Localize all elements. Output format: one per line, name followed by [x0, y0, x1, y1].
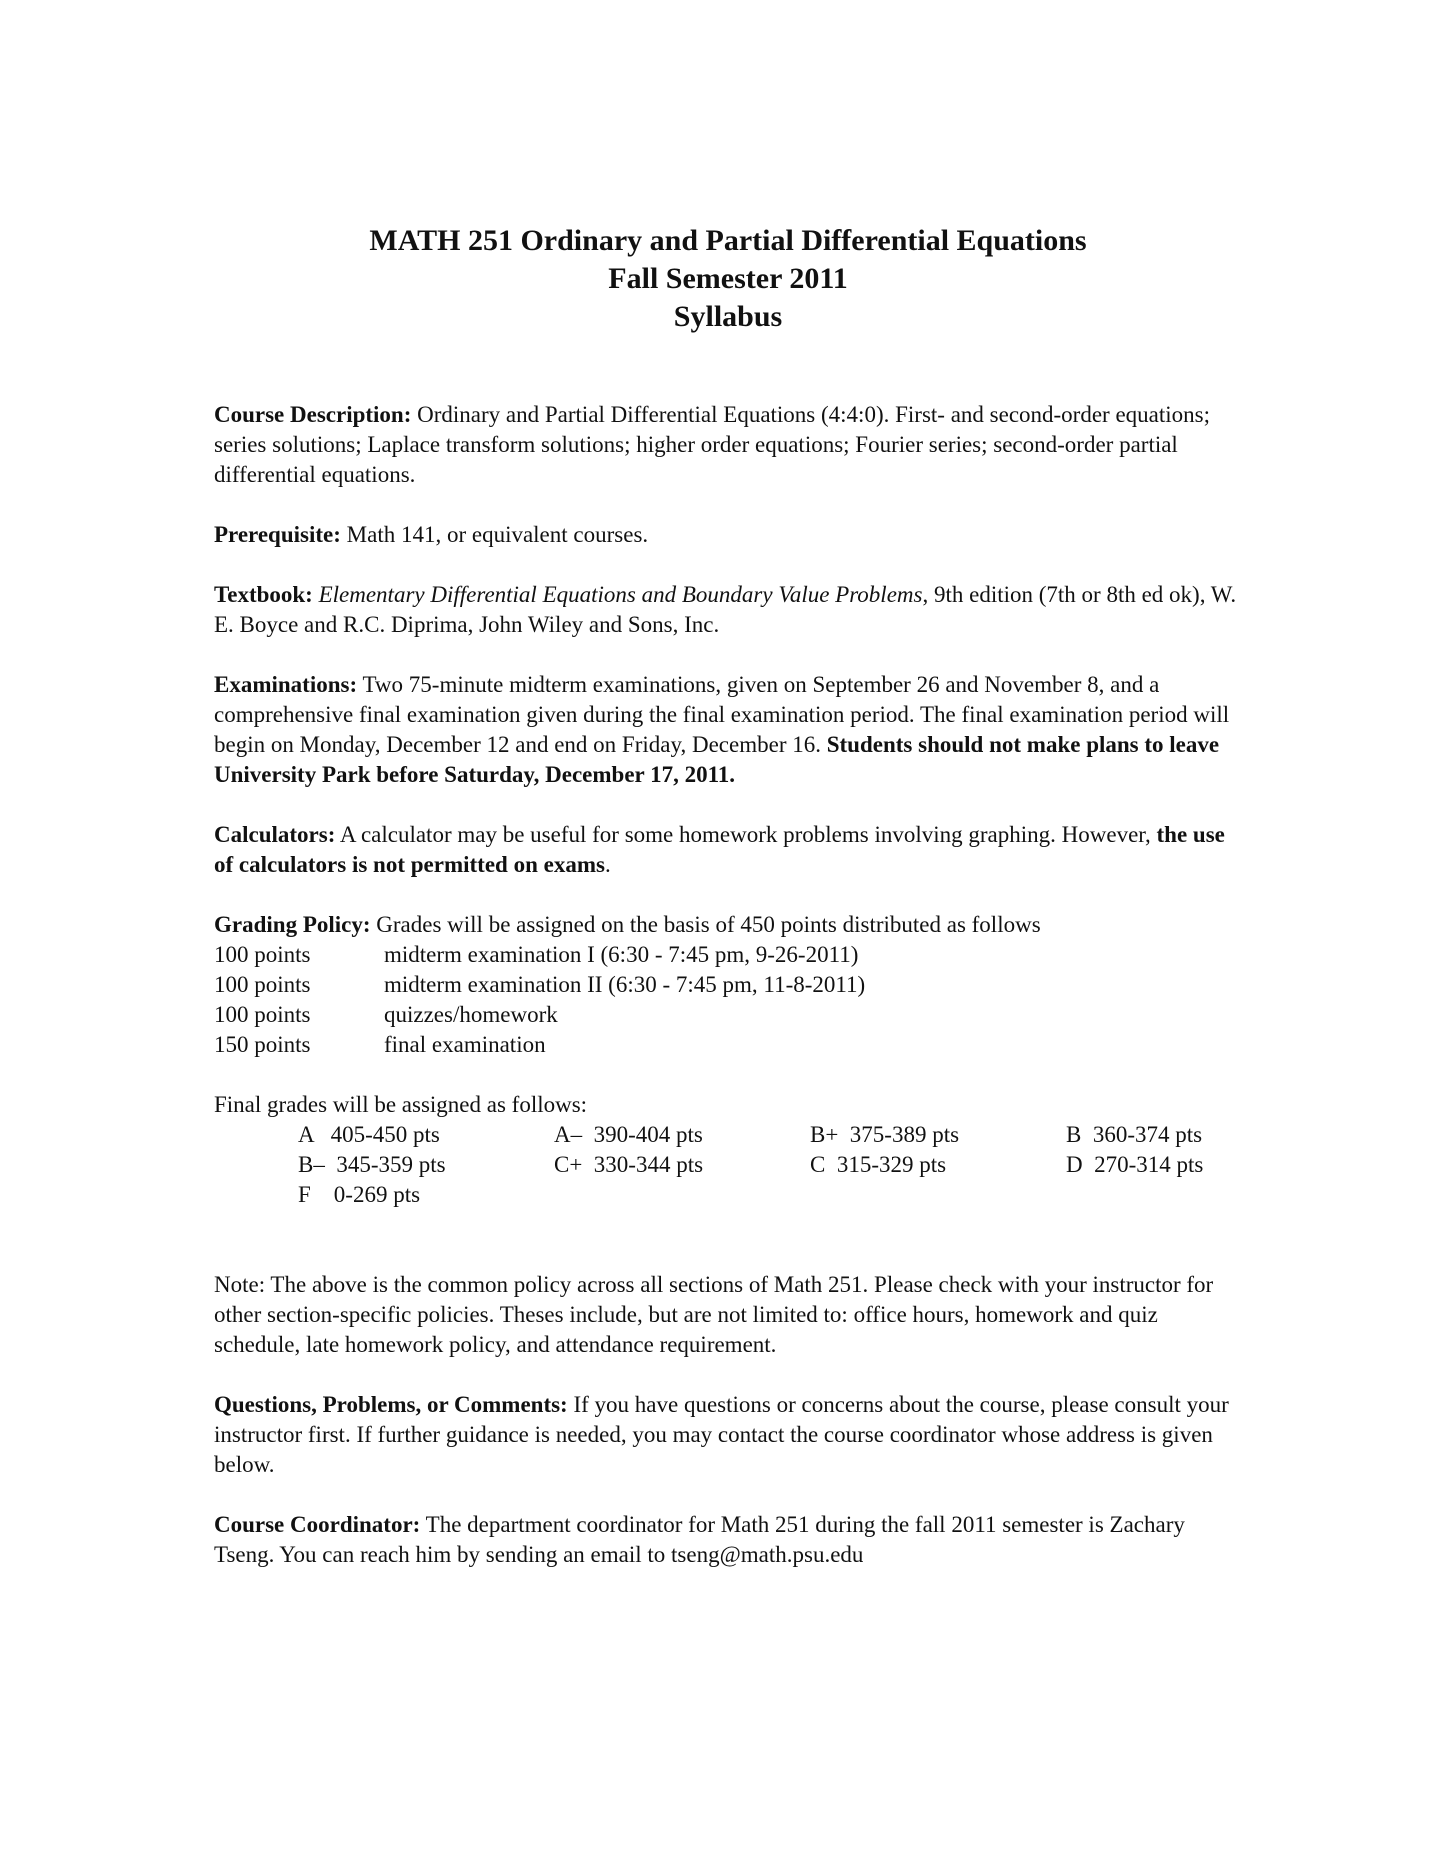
examinations-label: Examinations:	[214, 672, 358, 697]
syllabus-title: Syllabus	[673, 300, 783, 333]
grading-item: final examination	[384, 1032, 546, 1057]
examinations-text: Two 75-minute midterm examinations, given on September 26 and November 8, and a comprehensive final examination given during the final examination period. The final examination period will begin on Monday, December 12 and end on Friday, December 16.	[214, 672, 1230, 757]
syllabus-content	[214, 400, 1244, 1570]
calculators	[214, 820, 1244, 880]
prerequisite	[214, 520, 1244, 550]
prerequisite-label: Prerequisite:	[214, 522, 341, 547]
course-title: MATH 251 Ordinary and Partial Differential Equations	[369, 224, 1087, 257]
course-coordinator-text: The department coordinator for Math 251 during the fall 2011 semester is Zachary Tseng. You can reach him by sending an email to tseng@math.psu.edu	[214, 1512, 1185, 1567]
calculators-rule: the use of calculators is not permitted on exams	[214, 822, 1225, 877]
grading-policy-label: Grading Policy:	[214, 912, 371, 937]
questions-text: If you have questions or concerns about the course, please consult your instructor first. If further guidance is needed, you may contact the course coordinator whose address is given below.	[214, 1392, 1229, 1477]
grading-row	[214, 1030, 1244, 1060]
course-coordinator-label: Course Coordinator:	[214, 1512, 421, 1537]
examinations-warning: Students should not make plans to leave University Park before Saturday, December 17, 2011.	[214, 732, 1220, 787]
grading-points: 100 points	[214, 942, 311, 967]
course-description-text: Ordinary and Partial Differential Equations (4:4:0). First- and second-order equations; series solutions; Laplace transform solutions; higher order equations; Fourier series; second-order partial differential equations.	[214, 402, 1211, 487]
grade-range: A– 390-404 pts	[554, 1122, 703, 1147]
grade-range: C+ 330-344 pts	[554, 1152, 704, 1177]
document-header	[0, 222, 1456, 336]
textbook	[214, 580, 1244, 640]
course-description	[214, 400, 1244, 490]
semester-title: Fall Semester 2011	[608, 262, 848, 295]
grading-policy	[214, 910, 1244, 940]
grading-item: midterm examination II (6:30 - 7:45 pm, 11-8-2011)	[384, 972, 866, 997]
course-description-label: Course Description:	[214, 402, 412, 427]
grading-row	[214, 970, 1244, 1000]
grading-item: midterm examination I (6:30 - 7:45 pm, 9-26-2011)	[384, 942, 859, 967]
policy-note: Note: The above is the common policy across all sections of Math 251. Please check with your instructor for other section-specific policies. Theses include, but are not limited to: office hours, homework and quiz schedule, late homework policy, and attendance requirement.	[214, 1272, 1214, 1357]
questions-label: Questions, Problems, or Comments:	[214, 1392, 568, 1417]
grading-row	[214, 1000, 1244, 1030]
grade-range: C 315-329 pts	[810, 1152, 947, 1177]
prerequisite-text: Math 141, or equivalent courses.	[340, 522, 649, 547]
grading-item: quizzes/homework	[384, 1002, 558, 1027]
final-grades-table	[298, 1120, 1244, 1210]
grade-range: D 270-314 pts	[1066, 1152, 1204, 1177]
questions	[214, 1390, 1244, 1480]
final-grades-intro: Final grades will be assigned as follows:	[214, 1092, 588, 1117]
grading-policy-text: Grades will be assigned on the basis of 450 points distributed as follows	[370, 912, 1041, 937]
grade-range: B 360-374 pts	[1066, 1122, 1203, 1147]
grading-points: 100 points	[214, 972, 311, 997]
textbook-label: Textbook:	[214, 582, 313, 607]
grade-range: B+ 375-389 pts	[810, 1122, 960, 1147]
calculators-text: A calculator may be useful for some homework problems involving graphing. However,	[335, 822, 1157, 847]
calculators-label: Calculators:	[214, 822, 336, 847]
grade-range: B– 345-359 pts	[298, 1152, 446, 1177]
textbook-title: Elementary Differential Equations and Boundary Value Problems	[318, 582, 923, 607]
grade-range: A 405-450 pts	[298, 1122, 440, 1147]
textbook-text: , 9th edition (7th or 8th ed ok), W. E. Boyce and R.C. Diprima, John Wiley and Sons, Inc.	[214, 582, 1237, 637]
grading-points: 150 points	[214, 1032, 311, 1057]
grade-range: F 0-269 pts	[298, 1182, 421, 1207]
grading-points: 100 points	[214, 1002, 311, 1027]
grading-row	[214, 940, 1244, 970]
calculators-period: .	[604, 852, 611, 877]
examinations	[214, 670, 1244, 790]
course-coordinator	[214, 1510, 1244, 1570]
